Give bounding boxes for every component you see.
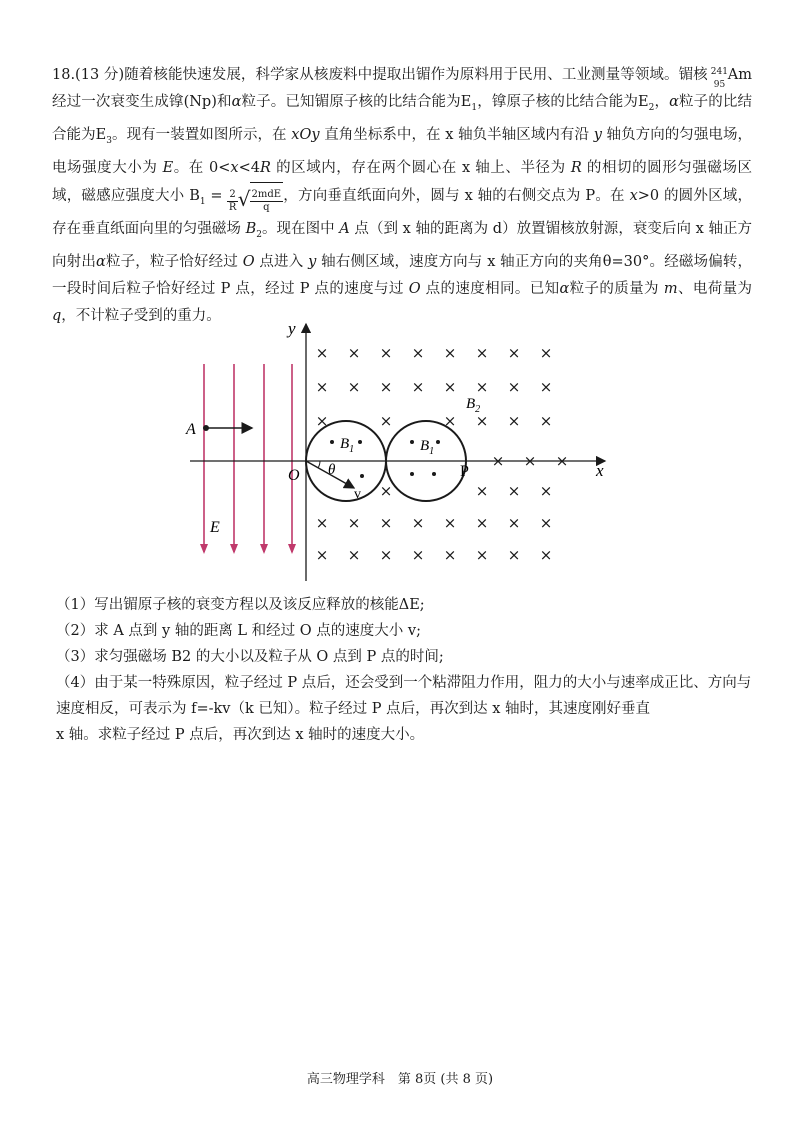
cross-mark: × <box>507 378 521 396</box>
cross-mark: × <box>347 378 361 396</box>
field-dot <box>432 472 436 476</box>
fraction-2-over-R: $\frac{2}{R}$ <box>228 188 237 213</box>
problem-paragraph: 18.(13 分)随着核能快速发展，科学家从核废料中提取出镅作为原料用于民用、工业测量等领域。镅核 241 95 Am 经过一次衰变生成镎(Np)和α粒子。已知镅原子核的比结合能为$E_1$，镎原子核的比结合能为$E_2$，α粒子的比结合能为$E_3$。现有一装置如图所示，在 xOy 直角坐标系中，在 x 轴负半轴区域内有沿 y 轴负方向的匀强电场，电场强度大小为 E。在 0<x<4R 的区域内，存在两个圆心在 x 轴上、半径为 R 的相切的圆形匀强磁场区域，磁感应强度大小 $B_1$ = $\frac{2}{R}√$ $\frac{\text{2mdE}}{q}$，方向垂直纸面向外，圆与 x 轴的右侧交点为 P。在 x>0 的圆外区域，存在垂直纸面向里的匀强磁场 $B_2$。现在图中 A 点（到 x 轴的距离为 d）放置镅核放射源，衰变后向 x 轴正方向射出α粒子，粒子恰好经过 O 点进入 y 轴右侧区域，速度方向与 x 轴正方向的夹角θ=30°。经磁场偏转，一段时间后粒子恰好经过 P 点，经过 P 点的速度与过 O 点的速度相同。已知α粒子的质量为 m、电荷量为 q，不计粒子受到的重力。 <box>52 62 752 330</box>
cross-mark: × <box>347 344 361 362</box>
cross-mark: × <box>379 378 393 396</box>
cross-mark: × <box>315 344 329 362</box>
fraction-2mdE-over-q: $\frac{\text{2mdE}}{q}$ <box>251 188 282 213</box>
cross-mark: × <box>539 482 553 500</box>
sqrt-symbol: √ <box>237 186 251 211</box>
cross-mark: × <box>443 378 457 396</box>
cross-mark: × <box>379 344 393 362</box>
cross-mark: × <box>507 514 521 532</box>
b2-label: $B_2$ <box>466 396 481 415</box>
origin-label: O <box>288 467 300 484</box>
cross-mark: × <box>539 514 553 532</box>
field-dot <box>358 440 362 444</box>
cross-mark: × <box>507 546 521 564</box>
point-p-label: P <box>460 463 469 480</box>
b1-label: $B_1$ <box>420 438 435 457</box>
cross-mark: × <box>443 546 457 564</box>
cross-mark: × <box>411 546 425 564</box>
cross-mark: × <box>347 514 361 532</box>
figure-svg <box>180 316 620 596</box>
cross-mark: × <box>475 412 489 430</box>
cross-mark: × <box>507 412 521 430</box>
question-3: （3）求匀强磁场 B2 的大小以及粒子从 O 点到 P 点的时间; <box>56 649 444 665</box>
field-dot <box>410 440 414 444</box>
cross-mark: × <box>315 378 329 396</box>
field-dot <box>410 472 414 476</box>
field-dot <box>436 440 440 444</box>
question-1: （1）写出镅原子核的衰变方程以及该反应释放的核能ΔE; <box>56 597 425 613</box>
field-dot <box>360 474 364 478</box>
sub-questions <box>56 592 756 748</box>
cross-mark: × <box>411 378 425 396</box>
y-axis-label: y <box>288 319 296 338</box>
x-axis-label: x <box>596 461 604 480</box>
cross-mark: × <box>475 482 489 500</box>
cross-mark: × <box>315 514 329 532</box>
cross-mark: × <box>555 452 569 470</box>
theta-arc <box>318 461 320 468</box>
page-footer: 高三物理学科 第 8页 (共 8 页) <box>306 1072 494 1087</box>
cross-mark: × <box>491 452 505 470</box>
cross-mark: × <box>475 378 489 396</box>
cross-mark: × <box>443 344 457 362</box>
theta-label: θ <box>328 462 336 478</box>
e-field-label: E <box>210 519 220 536</box>
nuclide-notation: 241 95 <box>710 67 728 90</box>
cross-mark: × <box>475 344 489 362</box>
cross-mark: × <box>539 344 553 362</box>
point-a-label: A <box>186 421 196 438</box>
cross-mark: × <box>315 546 329 564</box>
cross-mark: × <box>411 344 425 362</box>
cross-mark: × <box>443 514 457 532</box>
question-4-cont: x 轴。求粒子经过 P 点后，再次到达 x 轴时的速度大小。 <box>56 727 425 743</box>
velocity-label: v <box>354 487 361 502</box>
cross-mark: × <box>475 514 489 532</box>
question-2: （2）求 A 点到 y 轴的距离 L 和经过 O 点的速度大小 v; <box>56 623 421 639</box>
cross-mark: × <box>379 482 393 500</box>
field-dot <box>330 440 334 444</box>
cross-mark: × <box>523 452 537 470</box>
cross-mark: × <box>347 546 361 564</box>
cross-mark: × <box>443 412 457 430</box>
physics-figure <box>180 316 620 596</box>
cross-mark: × <box>539 412 553 430</box>
cross-mark: × <box>539 546 553 564</box>
cross-mark: × <box>539 378 553 396</box>
cross-mark: × <box>315 412 329 430</box>
cross-mark: × <box>411 514 425 532</box>
b1-label: $B_1$ <box>340 436 355 455</box>
cross-mark: × <box>507 482 521 500</box>
question-4: （4）由于某一特殊原因，粒子经过 P 点后，还会受到一个粘滞阻力作用，阻力的大小与速率成正比、方向与速度相反，可表示为 f=-kv（k 已知）。粒子经过 P 点后，再次到达 x 轴时，其速度刚好垂直 <box>56 675 752 717</box>
cross-mark: × <box>379 412 393 430</box>
cross-mark: × <box>507 344 521 362</box>
cross-mark: × <box>379 546 393 564</box>
problem-statement <box>52 62 752 330</box>
cross-mark: × <box>475 546 489 564</box>
cross-mark: × <box>379 514 393 532</box>
